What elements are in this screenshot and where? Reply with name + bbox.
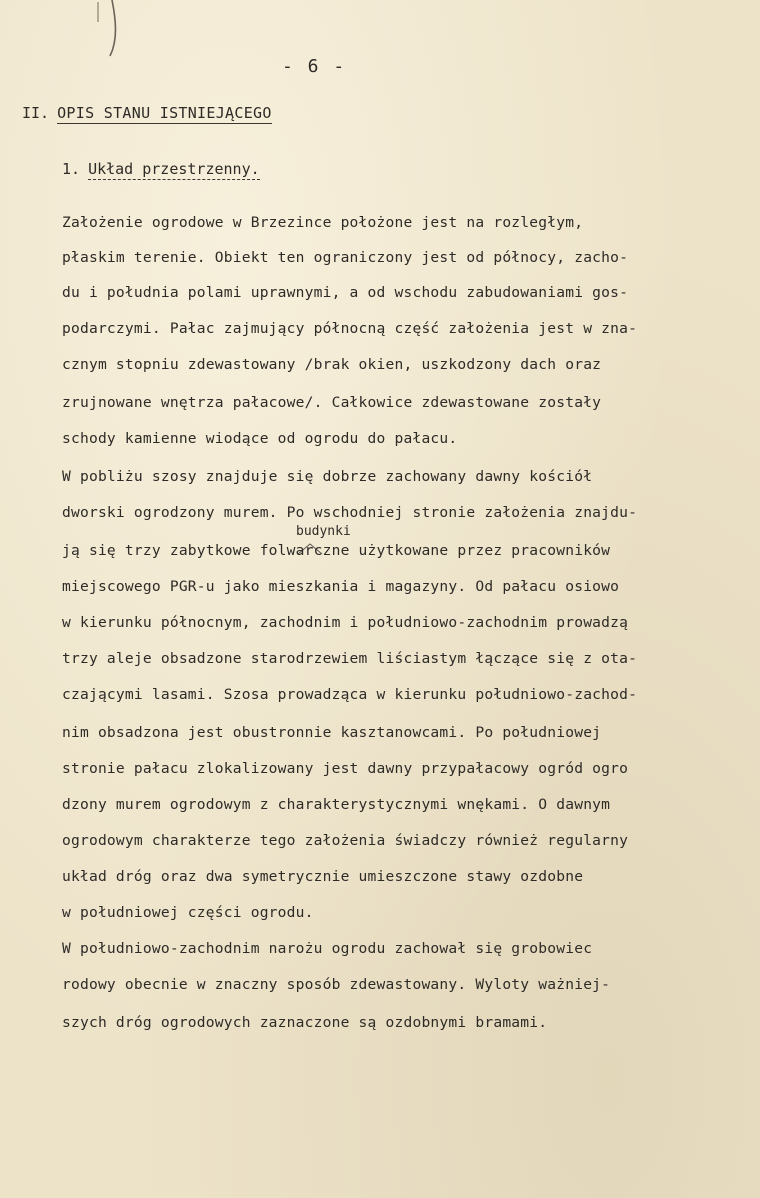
text-line: podarczymi. Pałac zajmujący północną część założenia jest w zna- [62,320,638,337]
handwritten-insertion: budynki [296,524,351,539]
text-line: ją się trzy zabytkowe folwarczne użytkowane przez pracowników [62,542,611,559]
text-line: dworski ogrodzony murem. Po wschodniej stronie założenia znajdu- [62,504,638,521]
text-line: trzy aleje obsadzone starodrzewiem liściastym łączące się z ota- [62,650,638,667]
subsection-title: Układ przestrzenny. [88,160,260,178]
text-line: ogrodowym charakterze tego założenia świadczy również regularny [62,832,629,849]
text-line: cznym stopniu zdewastowany /brak okien, uszkodzony dach oraz [62,356,602,373]
section-heading [22,104,272,122]
text-line: schody kamienne wiodące od ogrodu do pałacu. [62,430,458,447]
text-line: miejscowego PGR-u jako mieszkania i magazyny. Od pałacu osiowo [62,578,620,595]
text-line: dzony murem ogrodowym z charakterystycznymi wnękami. O dawnym [62,796,611,813]
text-line: rodowy obecnie w znaczny sposób zdewastowany. Wyloty ważniej- [62,976,611,993]
binding-mark [86,0,126,70]
text-line: zrujnowane wnętrza pałacowe/. Całkowice zdewastowane zostały [62,394,602,411]
section-number: II. [22,104,50,122]
text-line: W południowo-zachodnim narożu ogrodu zachował się grobowiec [62,940,593,957]
text-line: stronie pałacu zlokalizowany jest dawny przypałacowy ogród ogro [62,760,629,777]
subsection-heading [62,160,260,178]
text-line: w kierunku północnym, zachodnim i południowo-zachodnim prowadzą [62,614,629,631]
text-line: du i południa polami uprawnymi, a od wschodu zabudowaniami gos- [62,284,629,301]
page-number: - 6 - [282,56,347,77]
text-line: W pobliżu szosy znajduje się dobrze zachowany dawny kościół [62,468,593,485]
subsection-number: 1. [62,160,81,178]
text-line: Założenie ogrodowe w Brzezince położone jest na rozległym, [62,214,584,231]
section-title: OPIS STANU ISTNIEJĄCEGO [57,104,272,122]
text-line: nim obsadzona jest obustronnie kasztanowcami. Po południowej [62,724,602,741]
text-line: czającymi lasami. Szosa prowadząca w kierunku południowo-zachod- [62,686,638,703]
text-line: szych dróg ogrodowych zaznaczone są ozdobnymi bramami. [62,1014,548,1031]
text-line: płaskim terenie. Obiekt ten ograniczony jest od północy, zacho- [62,249,629,266]
text-line: układ dróg oraz dwa symetrycznie umieszczone stawy ozdobne [62,868,584,885]
text-line: w południowej części ogrodu. [62,904,314,921]
